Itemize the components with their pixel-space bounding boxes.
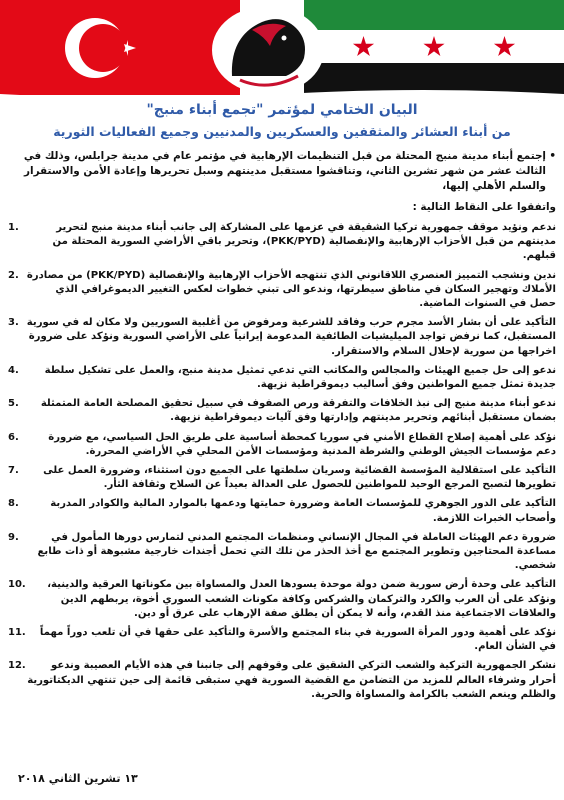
point-number: 6. bbox=[8, 431, 19, 443]
list-item bbox=[8, 531, 556, 574]
statement-title: البيان الختامي لمؤتمر "تجمع أبناء منبج" bbox=[146, 102, 418, 118]
point-text: التأكيد على الدور الجوهري للمؤسسات العامة وضرورة حمايتها ودعمها بالموارد المالية والكوادر المدربة وأصحاب الخبرات اللازمة. bbox=[50, 498, 556, 524]
point-number: 8. bbox=[8, 498, 19, 510]
point-text: التأكيد على استقلالية المؤسسة القضائية وسريان سلطتها على الجميع دون استثناء، وضرورة العمل على تطويرها لتصبح المرجع الوحيد للمواطنين للحصول على العدالة بعيداً عن السلاح وثقافة الثأر. bbox=[43, 465, 556, 491]
list-item bbox=[8, 269, 556, 312]
statement-body bbox=[8, 100, 556, 790]
point-text: التأكيد على أن بشار الأسد مجرم حرب وفاقد للشرعية ومرفوض من أغلبية السوريين ولا مكان له في سورية المستقبل، كما نرفض تواجد الميليشيات الطائفية المدعومة إيرانياً على الأراضي السورية ونؤكد على ضرورة اخراجها من سورية لإحلال السلام والاستقرار. bbox=[26, 317, 556, 357]
star-icon bbox=[353, 36, 375, 58]
statement-date: ١٣ تشرين الثاني ٢٠١٨ bbox=[18, 772, 138, 785]
list-item bbox=[8, 578, 556, 621]
point-text: نؤكد على أهمية إصلاح القطاع الأمني في سوريا كمحطة أساسية على طريق الحل السياسي، مع ضرورة دعم مؤسسات الجيش الوطني والشرطة المدنية ومؤسسات الأمن المحلي في الأراضي المحررة. bbox=[48, 431, 556, 457]
list-item bbox=[8, 316, 556, 359]
list-item bbox=[8, 464, 556, 492]
agreed-heading: واتفقوا على النقاط التالية : bbox=[412, 201, 556, 213]
syrian-revolution-flag bbox=[304, 0, 564, 95]
point-number: 4. bbox=[8, 364, 19, 376]
point-number: 7. bbox=[8, 465, 19, 477]
list-item bbox=[8, 659, 556, 702]
point-number: 11. bbox=[8, 627, 26, 639]
star-icon bbox=[494, 36, 516, 58]
point-text: ضرورة دعم الهيئات العاملة في المجال الإنساني ومنظمات المجتمع المدني لتمارس دورها المأمول في مساعدة المحتاجين وتطوير المجتمع مع أخذ الحذر من تلك التي تحمل أجندات خارجية مشبوهة أو ذات طابع شخصي. bbox=[37, 531, 556, 572]
point-number: 9. bbox=[8, 531, 19, 543]
point-number: 10. bbox=[8, 579, 26, 591]
point-number: 5. bbox=[8, 398, 19, 410]
point-number: 2. bbox=[8, 269, 19, 281]
turkey-flag bbox=[0, 0, 240, 95]
point-text: ندين ونشجب التمييز العنصري اللاقانوني الذي تنتهجه الأحزاب الإرهابية والإنفصالية (PKK/PYD) من مصادرة الأملاك وتهجير السكان في مناطق سيطرتها، وندعو الى تبني خطوات لعكس التغيير الديموغرافي الذي حصل في السنوات الماضية. bbox=[26, 269, 556, 310]
point-text: ندعو أبناء مدينة منبج إلى نبذ الخلافات والتفرقة ورص الصفوف في سبيل تحقيق المصلحة العامة المتمثلة بضمان مستقبل أبنائهم وتحرير مدينتهم وإدارتها وفق آليات ديموقراطية نزيهة. bbox=[40, 398, 556, 424]
list-item bbox=[8, 364, 556, 392]
crescent-star-icon bbox=[0, 0, 240, 95]
bullet-icon: • bbox=[549, 150, 556, 162]
point-text: نشكر الجمهورية التركية والشعب التركي الشقيق على وقوفهم إلى جانبنا في هذه الأيام العصيبة وندعو أحرار وشرفاء العالم للمزيد من التضامن مع القضية السورية فهي ستبقى قائمة إلى حين تنتهي الديكتاتورية والظلم وينعم الشعب بالكرامة والمساواة والحرية. bbox=[27, 660, 556, 700]
intro-text: إجتمع أبناء مدينة منبج المحتلة من قبل التنظيمات الإرهابية في مؤتمر عام في مدينة جرابلس، وذلك في الثالث عشر من شهر تشرين الثاني، وتناقشوا مستقبل مدينتهم وسبل تحريرها وإعادة الأمن والاستقرار والسلم الأهلي إليها، bbox=[23, 150, 546, 192]
list-item bbox=[8, 626, 556, 654]
horse-head-logo-icon bbox=[212, 6, 324, 94]
list-item bbox=[8, 497, 556, 525]
list-item bbox=[8, 221, 556, 264]
point-text: نؤكد على أهمية ودور المرأة السورية في بناء المجتمع والأسرة والتأكيد على حقها في أن تلعب دوراً مهماً في الشأن العام. bbox=[39, 627, 556, 653]
list-item bbox=[8, 397, 556, 425]
intro-paragraph bbox=[8, 149, 556, 194]
list-item bbox=[8, 431, 556, 459]
point-number: 12. bbox=[8, 660, 26, 672]
point-text: التأكيد على وحدة أرض سورية ضمن دولة موحدة يسودها العدل والمساواة بين مكوناتها العرقية والدينية، ونؤكد على أن العرب والكرد والتركمان والشركس وكافة مكونات الشعب السوري أخوة، يربطهم الدين والعلاقات الاجتماعية منذ القدم، وأنه لا يمكن أن يطلق صفة الإرهاب على عرق أو دين. bbox=[47, 579, 556, 619]
statement-subtitle: من أبناء العشائر والمثقفين والعسكريين والمدنيين وجميع الفعاليات الثورية bbox=[53, 124, 511, 139]
point-number: 1. bbox=[8, 222, 19, 233]
point-number: 3. bbox=[8, 317, 19, 329]
point-text: ندعو إلى حل جميع الهيئات والمجالس والمكاتب التي تدعي تمثيل مدينة منبج، والعمل على تشكيل سلطة جديدة تمثل جميع المواطنين وفق أساليب ديموقراطية نزيهة. bbox=[44, 364, 556, 391]
point-text: ندعم ونؤيد موقف جمهورية تركيا الشقيقة في عزمها على المشاركة إلى جانب أبناء مدينة منبج لتحرير مدينتهم من قبل الأحزاب الإرهابية والإنفصالية (PKK/PYD)، وتحرير باقي الأراضي السورية المحتلة من قبلهم. bbox=[52, 222, 556, 262]
header-banner bbox=[0, 0, 564, 95]
points-list bbox=[8, 221, 556, 702]
star-icon bbox=[423, 36, 445, 58]
